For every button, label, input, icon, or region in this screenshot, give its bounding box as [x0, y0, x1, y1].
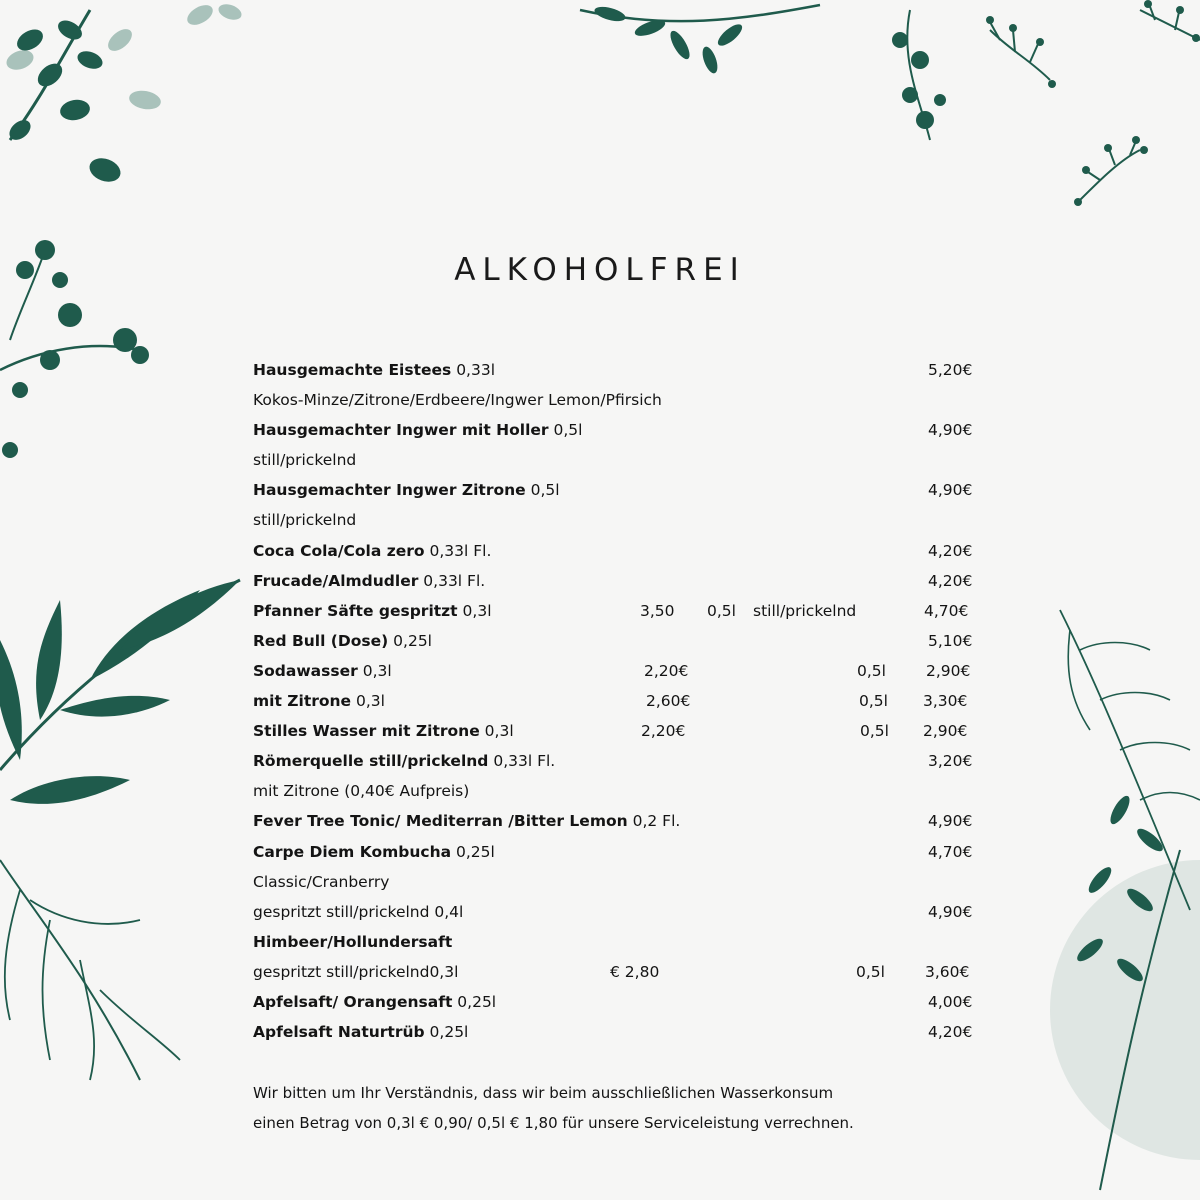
- note-line-1: Wir bitten um Ihr Verständnis, dass wir beim ausschließlichen Wasserkonsum: [253, 1084, 834, 1102]
- item-name: Himbeer/Hollundersaft: [253, 932, 453, 951]
- menu-row: [253, 475, 983, 505]
- menu-row-text: [253, 662, 392, 680]
- item-price: 4,20€: [928, 571, 973, 590]
- menu-row-text: [253, 511, 356, 529]
- item-name: Carpe Diem Kombucha: [253, 842, 452, 861]
- menu-row: [253, 746, 983, 776]
- item-detail: Kokos-Minze/Zitrone/Erdbeere/Ingwer Lemon/Pfirsich: [253, 391, 662, 410]
- menu-row: [253, 656, 983, 686]
- item-detail: 0,25l: [457, 992, 497, 1011]
- item-name: Stilles Wasser mit Zitrone: [253, 722, 480, 741]
- menu-row-text: [253, 632, 432, 650]
- menu-row: [253, 927, 983, 957]
- drink-menu: [253, 355, 983, 1047]
- item-name: Red Bull (Dose): [253, 631, 389, 650]
- item-name: Hausgemachter Ingwer Zitrone: [253, 481, 526, 500]
- item-detail: still/prickelnd: [253, 511, 357, 530]
- menu-row: [253, 806, 983, 836]
- palm-leaf-icon: [0, 540, 250, 1100]
- menu-row: [253, 355, 983, 385]
- menu-row-text: [253, 843, 495, 861]
- item-price: 5,10€: [928, 631, 973, 650]
- menu-row-text: [253, 873, 389, 891]
- item-col3: still/prickelnd: [753, 601, 857, 620]
- item-detail: gespritzt still/prickelnd0,3l: [253, 962, 459, 981]
- item-price: 3,30€: [923, 692, 968, 711]
- menu-row-text: [253, 752, 555, 770]
- menu-row-text: [253, 602, 492, 620]
- item-name: mit Zitrone: [253, 692, 352, 711]
- menu-row-text: [253, 421, 582, 439]
- item-price: 4,70€: [928, 842, 973, 861]
- menu-row: [253, 536, 983, 566]
- item-col2: 0,5l: [857, 661, 886, 680]
- menu-row: [253, 566, 983, 596]
- item-price: 4,90€: [928, 481, 973, 500]
- menu-row-text: [253, 782, 469, 800]
- menu-row: [253, 867, 983, 897]
- item-price: 4,00€: [928, 992, 973, 1011]
- item-detail: 0,25l: [429, 1023, 469, 1042]
- item-price: 4,90€: [928, 421, 973, 440]
- item-col2: 0,5l: [860, 722, 889, 741]
- menu-row: [253, 596, 983, 626]
- item-price: 2,90€: [923, 722, 968, 741]
- item-col2: 0,5l: [856, 962, 885, 981]
- menu-row-text: [253, 451, 356, 469]
- menu-row-text: [253, 542, 491, 560]
- item-detail: 0,3l: [362, 661, 392, 680]
- item-price: 5,20€: [928, 361, 973, 379]
- item-detail: 0,33l Fl.: [423, 571, 486, 590]
- menu-row-text: [253, 572, 485, 590]
- item-name: Hausgemachte Eistees: [253, 361, 452, 379]
- item-col1: 2,20€: [641, 722, 686, 741]
- item-name: Römerquelle still/prickelnd: [253, 752, 489, 771]
- item-detail: still/prickelnd: [253, 451, 357, 470]
- menu-row: [253, 837, 983, 867]
- item-detail: 0,33l: [456, 361, 496, 379]
- item-name: Fever Tree Tonic/ Mediterran /Bitter Lemon: [253, 812, 628, 831]
- menu-row: [253, 626, 983, 656]
- menu-row-text: [253, 993, 496, 1011]
- item-detail: 0,5l: [530, 481, 560, 500]
- menu-row: [253, 957, 983, 987]
- item-detail: Classic/Cranberry: [253, 872, 390, 891]
- page-title: ALKOHOLFREI: [454, 252, 746, 288]
- item-detail: mit Zitrone (0,40€ Aufpreis): [253, 782, 470, 801]
- menu-row-text: [253, 481, 560, 499]
- menu-row-text: [253, 722, 514, 740]
- item-price: 4,70€: [924, 601, 969, 620]
- item-col1: 3,50: [640, 601, 675, 620]
- item-col1: 2,20€: [644, 661, 689, 680]
- menu-row-text: [253, 963, 458, 981]
- menu-row-text: [253, 692, 385, 710]
- menu-row-text: [253, 361, 495, 379]
- menu-row-text: [253, 812, 680, 830]
- item-name: Frucade/Almdudler: [253, 571, 419, 590]
- item-name: Sodawasser: [253, 661, 358, 680]
- menu-row-text: [253, 1023, 468, 1041]
- menu-row: [253, 987, 983, 1017]
- item-detail: 0,3l: [356, 692, 385, 711]
- item-detail: 0,25l: [456, 842, 495, 861]
- menu-row-text: [253, 391, 662, 409]
- menu-row: [253, 776, 983, 806]
- item-price: 3,20€: [928, 752, 973, 771]
- item-price: 2,90€: [926, 661, 971, 680]
- item-price: 4,90€: [928, 812, 973, 831]
- item-price: 3,60€: [925, 962, 970, 981]
- leaf-branch-icon: [0, 0, 260, 200]
- menu-row: [253, 505, 983, 535]
- item-col1: 2,60€: [646, 692, 691, 711]
- menu-row: [253, 686, 983, 716]
- item-detail: 0,2 Fl.: [632, 812, 681, 831]
- menu-row: [253, 445, 983, 475]
- item-col2: 0,5l: [707, 601, 736, 620]
- item-price: 4,20€: [928, 541, 973, 560]
- menu-row-text: [253, 933, 452, 951]
- flower-branch-icon: [570, 0, 1070, 160]
- menu-row: [253, 1017, 983, 1047]
- item-price: 4,90€: [928, 902, 973, 921]
- item-name: Apfelsaft Naturtrüb: [253, 1023, 425, 1042]
- berry-sprig-icon: [1060, 0, 1200, 220]
- item-detail: 0,3l: [462, 601, 492, 620]
- item-detail: 0,5l: [553, 421, 583, 440]
- item-detail: 0,3l: [484, 722, 514, 741]
- menu-row-text: [253, 903, 463, 921]
- item-detail: 0,33l Fl.: [493, 752, 556, 771]
- menu-row: [253, 716, 983, 746]
- item-name: Coca Cola/Cola zero: [253, 541, 425, 560]
- item-detail: 0,33l Fl.: [429, 541, 492, 560]
- item-detail: gespritzt still/prickelnd 0,4l: [253, 902, 464, 921]
- item-price: 4,20€: [928, 1023, 973, 1042]
- fern-leaf-icon: [1040, 590, 1200, 1200]
- item-detail: 0,25l: [393, 631, 432, 650]
- note-line-2: einen Betrag von 0,3l € 0,90/ 0,5l € 1,80 für unsere Serviceleistung verrechnen.: [253, 1114, 854, 1132]
- menu-row: [253, 897, 983, 927]
- item-col2: 0,5l: [859, 692, 888, 711]
- service-note: [253, 1078, 854, 1138]
- item-name: Hausgemachter Ingwer mit Holler: [253, 421, 549, 440]
- menu-row: [253, 385, 983, 415]
- item-col1: € 2,80: [610, 962, 660, 981]
- menu-row: [253, 415, 983, 445]
- item-name: Pfanner Säfte gespritzt: [253, 601, 458, 620]
- item-name: Apfelsaft/ Orangensaft: [253, 992, 453, 1011]
